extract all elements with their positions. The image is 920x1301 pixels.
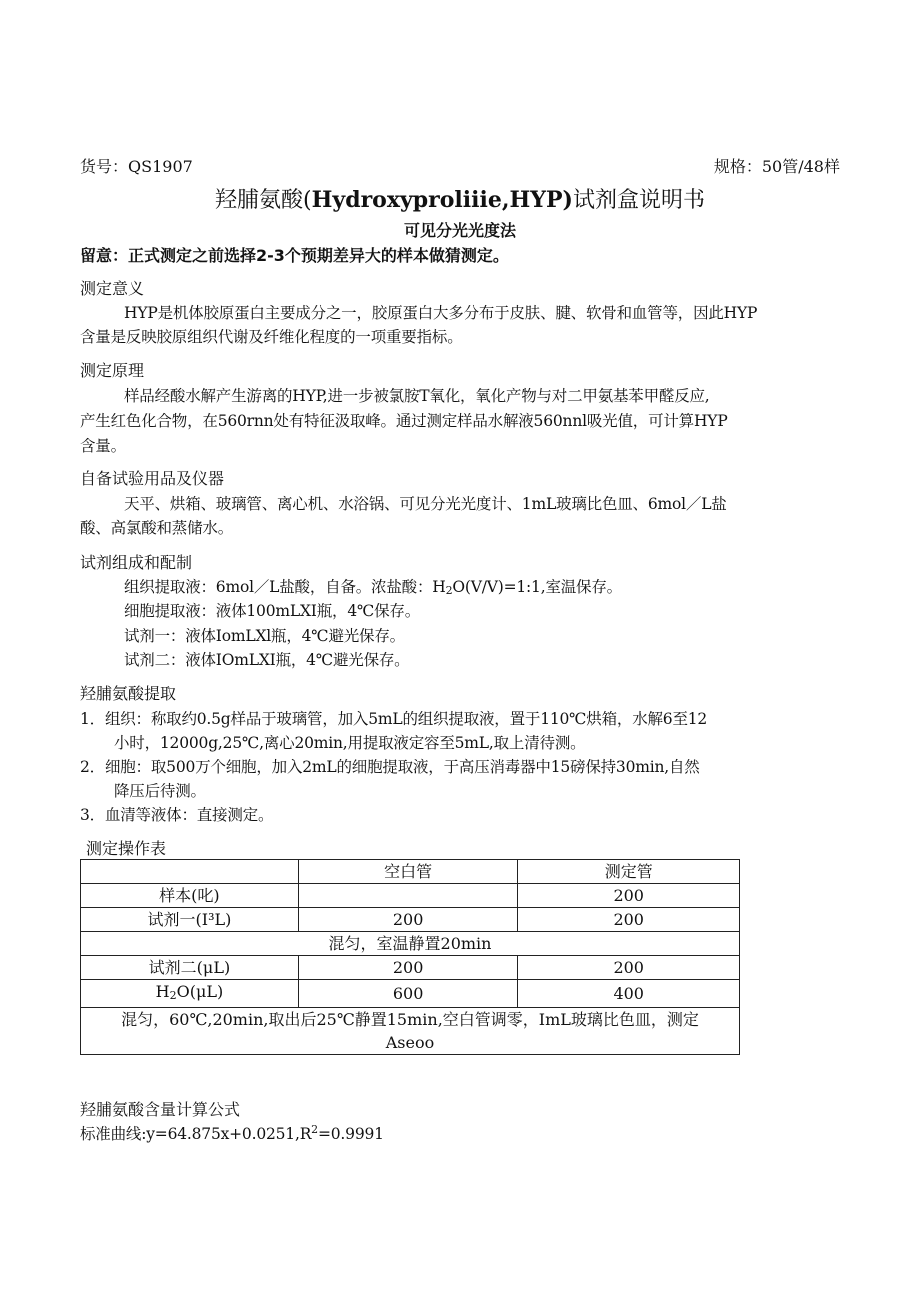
extraction-item-2-line-2: 降压后待测。 — [114, 782, 206, 800]
final-step-line-2: Aseoo — [385, 1033, 435, 1052]
table-merged-cell — [81, 1008, 740, 1055]
operation-table — [80, 859, 740, 1055]
table-row — [81, 884, 740, 908]
heading-equipment: 自备试验用品及仪器 — [80, 469, 225, 488]
reagents-line-1 — [124, 575, 622, 597]
document-subtitle: 可见分光光度法 — [403, 221, 516, 240]
extraction-item-1-line-1: 1．组织：称取约0.5g样品于玻璃管，加入5mL的组织提取液，置于110℃烘箱，水解6至12 — [80, 710, 708, 728]
table-header-cell: 测定管 — [518, 860, 740, 884]
title-en: Hydroxyproliiie,HYP) — [311, 187, 573, 213]
equipment-line-1: 天平、烘箱、玻璃管、离心机、水浴锅、可见分光光度计、1mL玻璃比色皿、6mol／L盐 — [124, 495, 727, 513]
table-cell — [298, 884, 518, 908]
table-row — [81, 980, 740, 1008]
heading-reagents: 试剂组成和配制 — [80, 553, 193, 572]
table-cell: 试剂二(μL) — [81, 956, 299, 980]
reagents-line-2: 细胞提取液：液体100mLXI瓶，4℃保存。 — [124, 602, 421, 620]
table-cell — [81, 980, 299, 1008]
final-step-line-1: 混匀，60℃,20min,取出后25℃静置15min,空白管调零，ImL玻璃比色皿，测定 — [121, 1010, 699, 1029]
reagents-line-1-a: 组织提取液：6mol／L盐酸，自备。浓盐酸：H — [124, 578, 446, 596]
heading-operation-table: 测定操作表 — [86, 839, 167, 858]
table-cell: 样本(叱) — [81, 884, 299, 908]
significance-line-1: HYP是机体胶原蛋白主要成分之一，胶原蛋白大多分布于皮肤、腱、软骨和血管等，因此HYP — [124, 304, 758, 322]
table-merged-cell: 混匀，室温静置20min — [81, 932, 740, 956]
extraction-item-3: 3．血清等液体：直接测定。 — [80, 806, 274, 824]
h2o-label-b: O(μL) — [176, 982, 224, 1001]
table-cell: 400 — [518, 980, 740, 1008]
principle-line-2: 产生红色化合物，在560rnn处有特征汲取峰。通过测定样品水解液560nnl吸光值，可计算HYP — [80, 412, 728, 430]
formula-sup: 2 — [311, 1123, 318, 1136]
reagents-line-1-sub: 2 — [445, 584, 453, 597]
equipment-line-2: 酸、高氯酸和蒸储水。 — [80, 519, 234, 537]
notice: 留意：正式测定之前选择2-3个预期差异大的样本做猜测定。 — [80, 246, 509, 265]
principle-line-3: 含量。 — [80, 437, 126, 455]
table-header-cell: 空白管 — [298, 860, 518, 884]
title-cn-prefix: 羟脯氨酸( — [215, 188, 312, 213]
title-cn-suffix: 试剂盒说明书 — [572, 188, 705, 213]
table-cell: 200 — [518, 908, 740, 932]
table-cell: 200 — [518, 956, 740, 980]
standard-curve-formula — [80, 1122, 384, 1144]
table-row — [81, 908, 740, 932]
specification: 规格：50管/48样 — [713, 157, 840, 176]
table-cell: 200 — [518, 884, 740, 908]
reagents-line-3: 试剂一：液体IomLXl瓶，4℃避光保存。 — [124, 627, 405, 645]
table-row — [81, 1008, 740, 1055]
h2o-label-sub: 2 — [169, 989, 177, 1002]
item-number: 货号：QS1907 — [80, 157, 193, 176]
table-cell: 200 — [298, 908, 518, 932]
document-title — [0, 183, 920, 214]
table-header-row — [81, 860, 740, 884]
reagents-line-4: 试剂二：液体IOmLXI瓶，4℃避光保存。 — [124, 651, 410, 669]
extraction-item-1-line-2: 小时，12000g,25℃,离心20min,用提取液定容至5mL,取上清待测。 — [114, 734, 586, 752]
heading-calculation: 羟脯氨酸含量计算公式 — [80, 1100, 241, 1119]
table-cell: 600 — [298, 980, 518, 1008]
table-row — [81, 956, 740, 980]
table-row — [81, 932, 740, 956]
principle-line-1: 样品经酸水解产生游离的HYP,进一步被氯胺T氧化，氧化产物与对二甲氨基苯甲醛反应, — [124, 387, 710, 405]
table-header-cell — [81, 860, 299, 884]
h2o-label-a: H — [155, 982, 170, 1001]
table-cell: 200 — [298, 956, 518, 980]
significance-line-2: 含量是反映胶原组织代谢及纤维化程度的一项重要指标。 — [80, 328, 463, 346]
formula-b: =0.9991 — [317, 1125, 384, 1143]
extraction-item-2-line-1: 2．细胞：取500万个细胞，加入2mL的细胞提取液，于高压消毒器中15磅保持30min,自然 — [80, 758, 700, 776]
formula-a: 标准曲线:y=64.875x+0.0251,R — [80, 1125, 312, 1143]
reagents-line-1-b: O(V/V)=1:1,室温保存。 — [452, 578, 622, 596]
heading-principle: 测定原理 — [80, 361, 145, 380]
heading-extraction: 羟脯氨酸提取 — [80, 684, 177, 703]
heading-significance: 测定意义 — [80, 279, 145, 298]
table-cell: 试剂一(I³L) — [81, 908, 299, 932]
